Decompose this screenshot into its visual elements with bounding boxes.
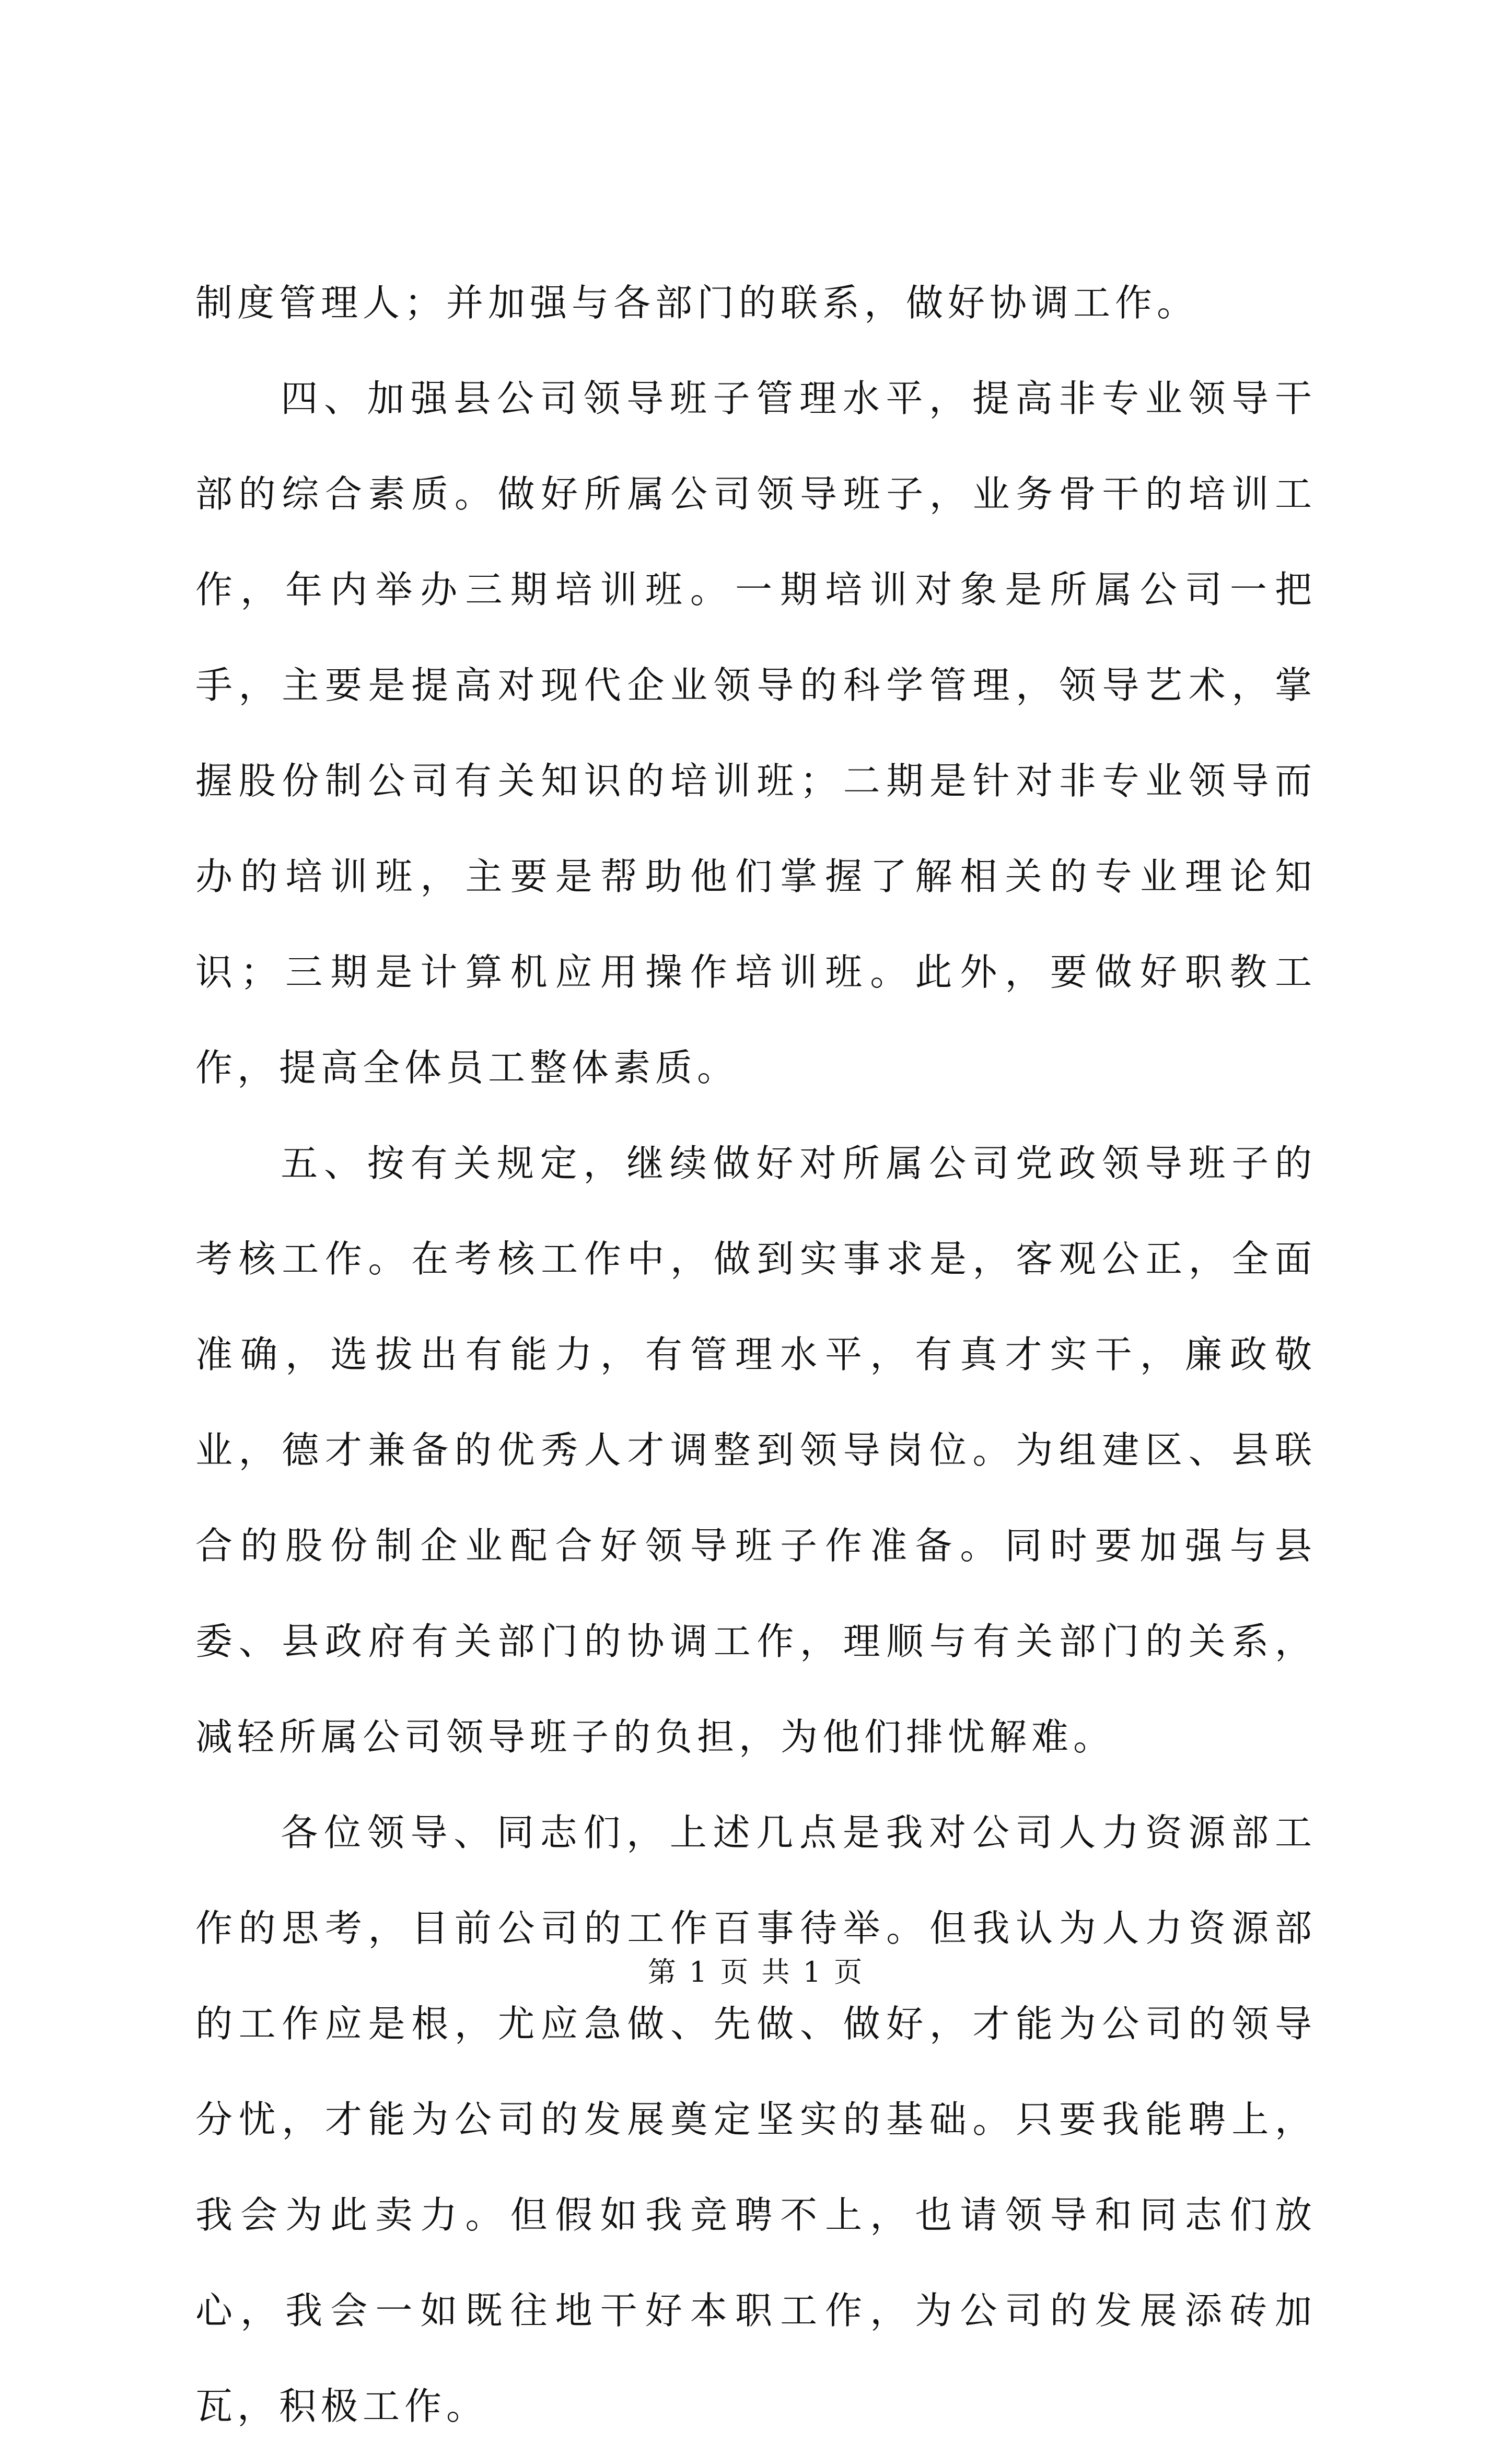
paragraph-section-five: 五、按有关规定，继续做好对所属公司党政领导班子的考核工作。在考核工作中，做到实事求是，客观公正，全面准确，选拔出有能力，有管理水平，有真才实干，廉政敬业，德才兼备的优秀人才调整到领导岗位。为组建区、县联合的股份制企业配合好领导班子作准备。同时要加强与县委、县政府有关部门的协调工作，理顺与有关部门的关系，减轻所属公司领导班子的负担，为他们排忧解难。 [195, 1142, 1317, 1759]
page-footer: 第 1 页 共 1 页 [647, 1956, 865, 1988]
paragraph-continuation: 制度管理人；并加强与各部门的联系，做好协调工作。 [195, 281, 1199, 324]
paragraph-closing: 各位领导、同志们，上述几点是我对公司人力资源部工作的思考，目前公司的工作百事待举。但我认为人力资源部的工作应是根，尤应急做、先做、做好，才能为公司的领导分忧，才能为公司的发展奠定坚实的基础。只要我能聘上，我会为此卖力。但假如我竞聘不上，也请领导和同志们放心，我会一如既往地干好本职工作，为公司的发展添砖加瓦，积极工作。 [195, 1811, 1317, 2428]
paragraph-section-four: 四、加强县公司领导班子管理水平，提高非专业领导干部的综合素质。做好所属公司领导班子，业务骨干的培训工作，年内举办三期培训班。一期培训对象是所属公司一把手，主要是提高对现代企业领导的科学管理，领导艺术，掌握股份制公司有关知识的培训班；二期是针对非专业领导而办的培训班，主要是帮助他们掌握了解相关的专业理论知识；三期是计算机应用操作培训班。此外，要做好职教工作，提高全体员工整体素质。 [195, 377, 1317, 1089]
document-body [195, 255, 1317, 2454]
